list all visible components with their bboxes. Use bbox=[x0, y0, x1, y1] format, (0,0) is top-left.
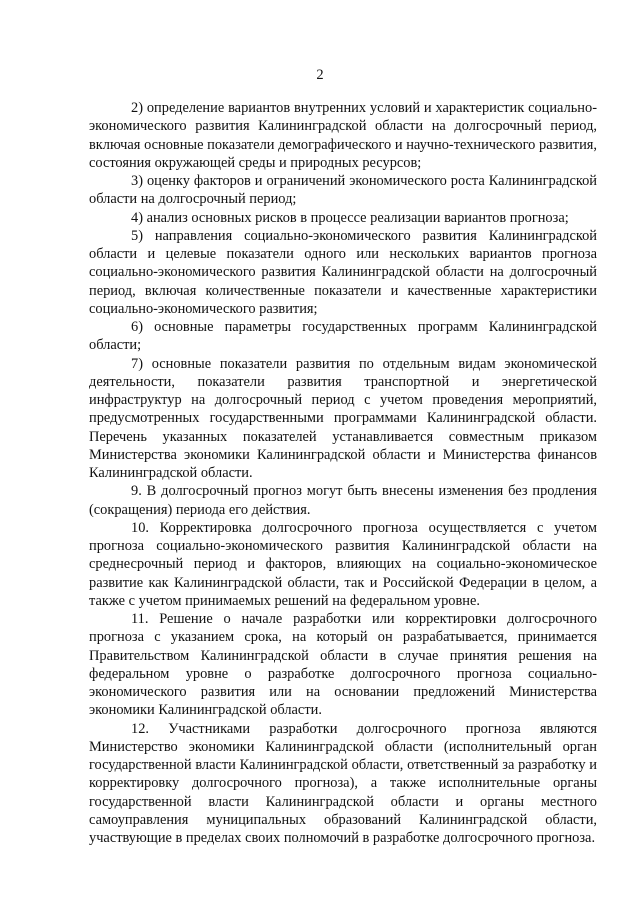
paragraph-clause-9: 9. В долгосрочный прогноз могут быть внесены изменения без продления (сокращения) периода его действия. bbox=[89, 483, 597, 518]
paragraph-clause-12: 12. Участниками разработки долгосрочного прогноза являются Министерство экономики Калининградской области (исполнительный орган государственной власти Калининградской области, ответственный за разработку и корректировку долгосрочного прогноза), а также исполнительные органы государственной власти Калининградской области и органы местного самоуправления муниципальных образований Калининградской области, участвующие в пределах своих полномочий в разработке долгосрочного прогноза. bbox=[89, 720, 597, 846]
document-body bbox=[89, 99, 597, 847]
paragraph-item-6: 6) основные параметры государственных программ Калининградской области; bbox=[89, 319, 597, 354]
paragraph-item-2: 2) определение вариантов внутренних условий и характеристик социально-экономического развития Калининградской области на долгосрочный период, включая основные показатели демографического и научно-технического развития, состояния окружающей среды и природных ресурсов; bbox=[89, 100, 597, 171]
paragraph-clause-10: 10. Корректировка долгосрочного прогноза осуществляется с учетом прогноза социально-экономического развития Калининградской области на среднесрочный период и факторов, влияющих на социально-экономическое развитие как Калининградской области, так и Российской Федерации в целом, а также с учетом принимаемых решений на федеральном уровне. bbox=[89, 519, 597, 609]
paragraph-item-7: 7) основные показатели развития по отдельным видам экономической деятельности, показатели развития транспортной и энергетической инфраструктур на долгосрочный период с учетом проведения мероприятий, предусмотренных государственными программами Калининградской области. Перечень указанных показателей устанавливается совместным приказом Министерства экономики Калининградской области и Министерства финансов Калининградской области. bbox=[89, 355, 597, 481]
paragraph-item-3: 3) оценку факторов и ограничений экономического роста Калининградской области на долгосрочный период; bbox=[89, 173, 597, 208]
paragraph-item-4: 4) анализ основных рисков в процессе реализации вариантов прогноза; bbox=[131, 209, 569, 226]
paragraph-clause-11: 11. Решение о начале разработки или корректировки долгосрочного прогноза с указанием срока, на который он разрабатывается, принимается Правительством Калининградской области в случае принятия решения на федеральном уровне о разработке долгосрочного прогноза социально-экономического развития или на основании предложений Министерства экономики Калининградской области. bbox=[89, 611, 597, 719]
paragraph-item-5: 5) направления социально-экономического развития Калининградской области и целевые показатели одного или нескольких вариантов прогноза социально-экономического развития Калининградской области на долгосрочный период, включая количественные показатели и качественные характеристики социально-экономического развития; bbox=[89, 227, 597, 317]
page-number: 2 bbox=[316, 67, 324, 83]
